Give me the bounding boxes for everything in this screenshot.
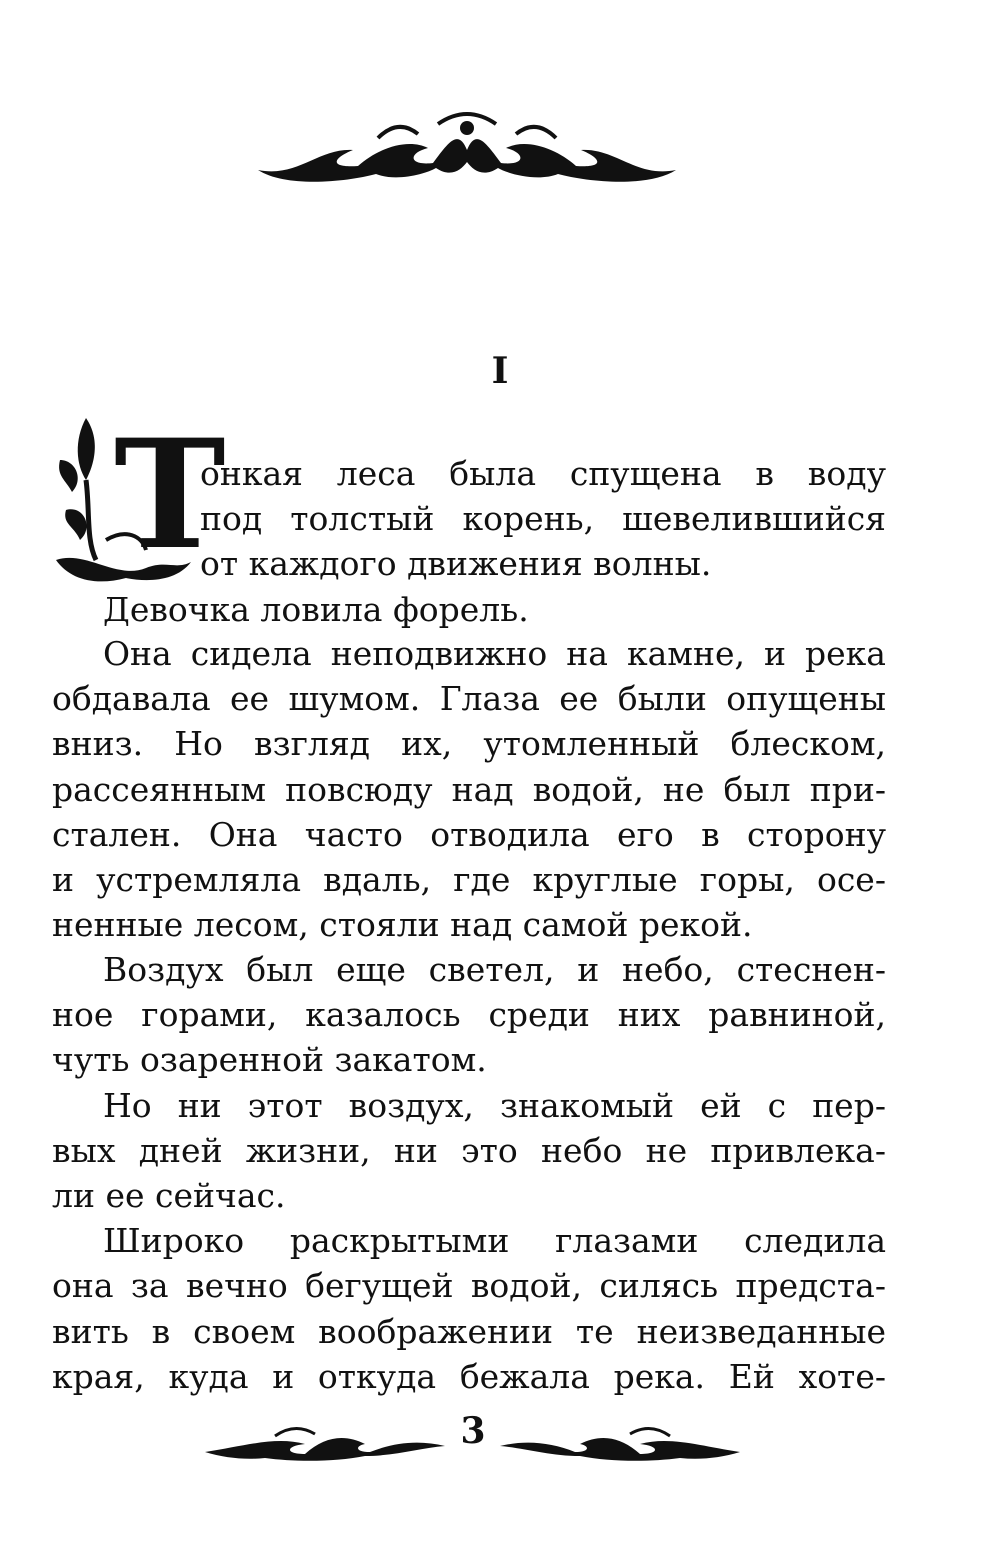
text-line: рассеянным повсюду над водой, не был при-: [52, 770, 886, 809]
text-line: Но ни этот воздух, знакомый ей с пер-: [103, 1086, 886, 1125]
scroll-flourish-ornament: [205, 1416, 445, 1466]
text-line: онкая леса была спущена в воду: [200, 454, 886, 493]
scroll-flourish-ornament: [500, 1416, 740, 1466]
text-line: она за вечно бегущей водой, силясь предста-: [52, 1266, 886, 1305]
text-line: обдавала ее шумом. Глаза ее были опущены: [52, 679, 886, 718]
text-line: Воздух был еще светел, и небо, стеснен-: [103, 950, 886, 989]
drop-cap-letter: Т: [114, 407, 226, 583]
text-line: ненные лесом, стояли над самой рекой.: [52, 905, 753, 944]
chapter-number: I: [491, 350, 509, 392]
floral-flourish-ornament: [258, 108, 676, 188]
text-line: Она сидела неподвижно на камне, и река: [103, 634, 886, 673]
text-line: ное горами, казалось среди них равниной,: [52, 995, 886, 1034]
page-number: 3: [460, 1410, 486, 1452]
text-line: вых дней жизни, ни это небо не привлека-: [52, 1131, 886, 1170]
text-line: чуть озаренной закатом.: [52, 1040, 487, 1079]
text-line: Широко раскрытыми глазами следила: [103, 1221, 886, 1260]
text-line: стален. Она часто отводила его в сторону: [52, 815, 886, 854]
text-line: ли ее сейчас.: [52, 1176, 286, 1215]
text-line: вниз. Но взгляд их, утомленный блеском,: [52, 724, 886, 763]
text-line: Девочка ловила форель.: [103, 590, 529, 629]
text-line: вить в своем воображении те неизведанные: [52, 1312, 886, 1351]
drop-cap: [46, 407, 226, 590]
text-line: края, куда и откуда бежала река. Ей хоте-: [52, 1357, 886, 1396]
text-line: и устремляла вдаль, где круглые горы, осе-: [52, 860, 886, 899]
text-line: под толстый корень, шевелившийся: [200, 499, 886, 538]
text-line: от каждого движения волны.: [200, 544, 712, 583]
